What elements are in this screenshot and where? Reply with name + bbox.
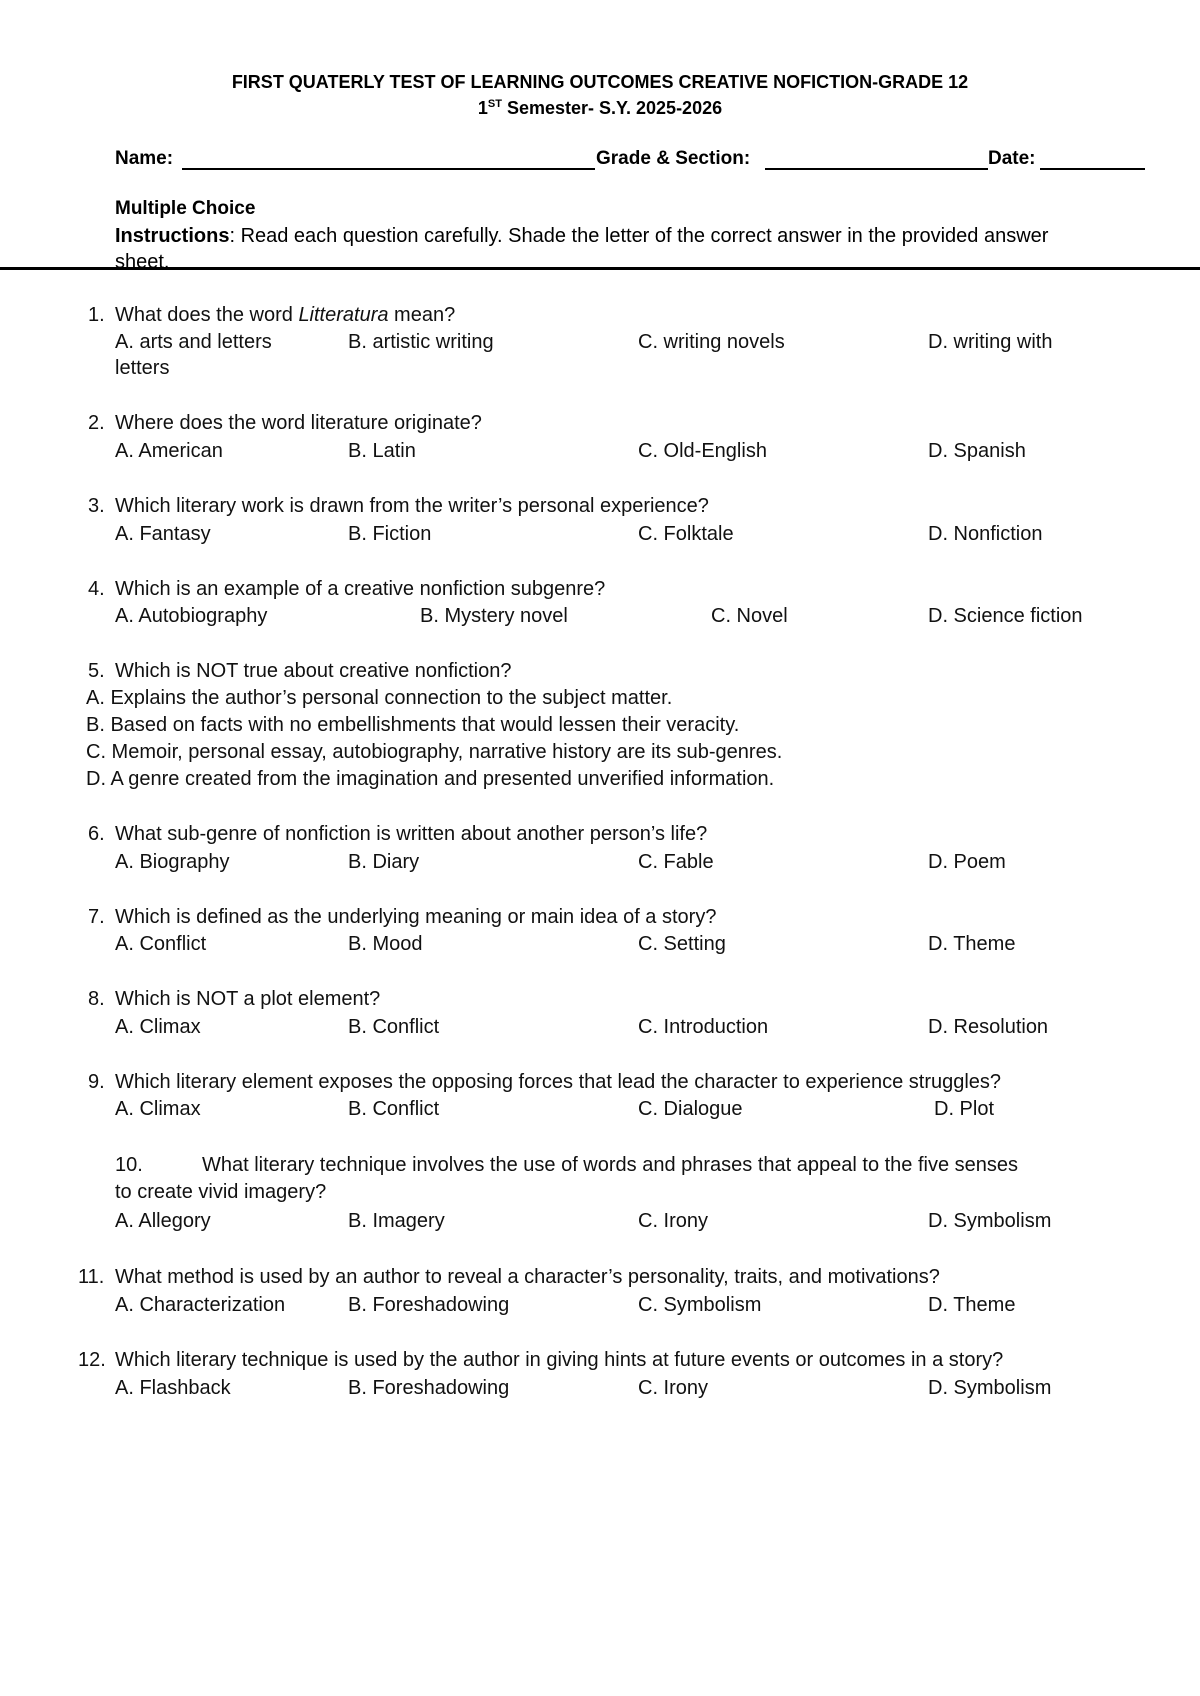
question-number: 6. — [88, 823, 105, 845]
option-a: A. Fantasy — [115, 523, 211, 545]
question-text: Which literary element exposes the opposing forces that lead the character to experience struggles? — [115, 1071, 1002, 1093]
question-number: 3. — [88, 495, 105, 517]
question-number: 2. — [88, 412, 105, 434]
option-a: A. Autobiography — [115, 605, 268, 627]
option-c: C. Setting — [638, 933, 726, 955]
option-a: A. American — [115, 440, 223, 462]
grade-section-field[interactable] — [765, 168, 988, 170]
question-text-continuation: to create vivid imagery? — [115, 1181, 327, 1203]
option-d: D. writing with — [928, 331, 1053, 353]
option-d-continuation: letters — [115, 357, 170, 379]
option-b: B. Based on facts with no embellishments that would lessen their veracity. — [86, 714, 740, 736]
option-c: C. Dialogue — [638, 1098, 743, 1120]
question-number: 8. — [88, 988, 105, 1010]
question-number: 10. — [115, 1154, 143, 1176]
question-number: 4. — [88, 578, 105, 600]
option-d: D. Symbolism — [928, 1210, 1052, 1232]
question-number: 7. — [88, 906, 105, 928]
question-text: What literary technique involves the use of words and phrases that appeal to the five senses — [202, 1154, 1019, 1176]
option-a: A. Explains the author’s personal connection to the subject matter. — [86, 687, 673, 709]
option-b: B. Foreshadowing — [348, 1294, 510, 1316]
option-c: C. Old-English — [638, 440, 767, 462]
question-text: What does the word Litteratura mean? — [115, 304, 456, 326]
semester-text: Semester- S.Y. 2025-2026 — [501, 98, 723, 118]
question-text: What method is used by an author to reveal a character’s personality, traits, and motivations? — [115, 1266, 940, 1288]
option-c: C. Novel — [711, 605, 788, 627]
option-c: C. Irony — [638, 1377, 709, 1399]
option-c: C. Fable — [638, 851, 714, 873]
option-b: B. Conflict — [348, 1016, 440, 1038]
name-label: Name: — [115, 148, 174, 169]
option-d: D. Science fiction — [928, 605, 1083, 627]
option-c: C. Memoir, personal essay, autobiography, narrative history are its sub-genres. — [86, 741, 783, 763]
option-b: B. Conflict — [348, 1098, 440, 1120]
option-d: D. Nonfiction — [928, 523, 1043, 545]
option-a: A. Climax — [115, 1098, 201, 1120]
question-text: Which is an example of a creative nonfiction subgenre? — [115, 578, 606, 600]
section-title: Multiple Choice — [115, 198, 256, 219]
question-text: Which is defined as the underlying meaning or main idea of a story? — [115, 906, 717, 928]
option-b: B. Diary — [348, 851, 420, 873]
option-c: C. writing novels — [638, 331, 785, 353]
option-d: D. Resolution — [928, 1016, 1049, 1038]
option-d: D. Theme — [928, 933, 1016, 955]
option-b: B. Imagery — [348, 1210, 445, 1232]
question-number: 12. — [78, 1349, 106, 1371]
option-c: C. Folktale — [638, 523, 734, 545]
option-c: C. Irony — [638, 1210, 709, 1232]
option-b: B. Mystery novel — [420, 605, 568, 627]
option-a: A. Flashback — [115, 1377, 231, 1399]
option-b: B. Fiction — [348, 523, 432, 545]
test-title: FIRST QUATERLY TEST OF LEARNING OUTCOMES CREATIVE NOFICTION-GRADE 12 — [231, 72, 969, 92]
option-b: B. artistic writing — [348, 331, 494, 353]
question-number: 1. — [88, 304, 105, 326]
question-text: Which is NOT true about creative nonfiction? — [115, 660, 512, 682]
question-text: Where does the word literature originate? — [115, 412, 482, 434]
instructions-label: Instructions — [115, 225, 230, 247]
question-text: What sub-genre of nonfiction is written about another person’s life? — [115, 823, 708, 845]
option-d: D. Theme — [928, 1294, 1016, 1316]
semester-superscript: ST — [487, 98, 502, 110]
option-a: A. Conflict — [115, 933, 207, 955]
option-a: A. Allegory — [115, 1210, 211, 1232]
date-field[interactable] — [1040, 168, 1145, 170]
option-c: C. Symbolism — [638, 1294, 762, 1316]
option-b: B. Mood — [348, 933, 423, 955]
name-field[interactable] — [182, 168, 595, 170]
question-text: Which literary work is drawn from the writer’s personal experience? — [115, 495, 709, 517]
question-number: 11. — [78, 1266, 105, 1288]
semester-number: 1 — [477, 98, 488, 118]
option-a: A. Climax — [115, 1016, 201, 1038]
option-d: D. Spanish — [928, 440, 1026, 462]
option-d: D. Plot — [934, 1098, 995, 1120]
grade-section-label: Grade & Section: — [596, 148, 751, 169]
option-d: D. A genre created from the imagination and presented unverified information. — [86, 768, 775, 790]
date-label: Date: — [988, 148, 1036, 169]
option-a: A. arts and letters — [115, 331, 272, 353]
option-a: A. Characterization — [115, 1294, 286, 1316]
question-text: Which literary technique is used by the author in giving hints at future events or outcomes in a story? — [115, 1349, 1004, 1371]
question-text: Which is NOT a plot element? — [115, 988, 381, 1010]
question-number: 5. — [88, 660, 105, 682]
option-b: B. Latin — [348, 440, 416, 462]
option-b: B. Foreshadowing — [348, 1377, 510, 1399]
semester-line — [0, 98, 1200, 119]
option-c: C. Introduction — [638, 1016, 769, 1038]
option-d: D. Poem — [928, 851, 1006, 873]
option-d: D. Symbolism — [928, 1377, 1052, 1399]
instructions-text: : Read each question carefully. Shade the letter of the correct answer in the provided answer sheet. — [115, 225, 1049, 273]
option-a: A. Biography — [115, 851, 230, 873]
section-divider — [0, 267, 1200, 270]
question-number: 9. — [88, 1071, 105, 1093]
